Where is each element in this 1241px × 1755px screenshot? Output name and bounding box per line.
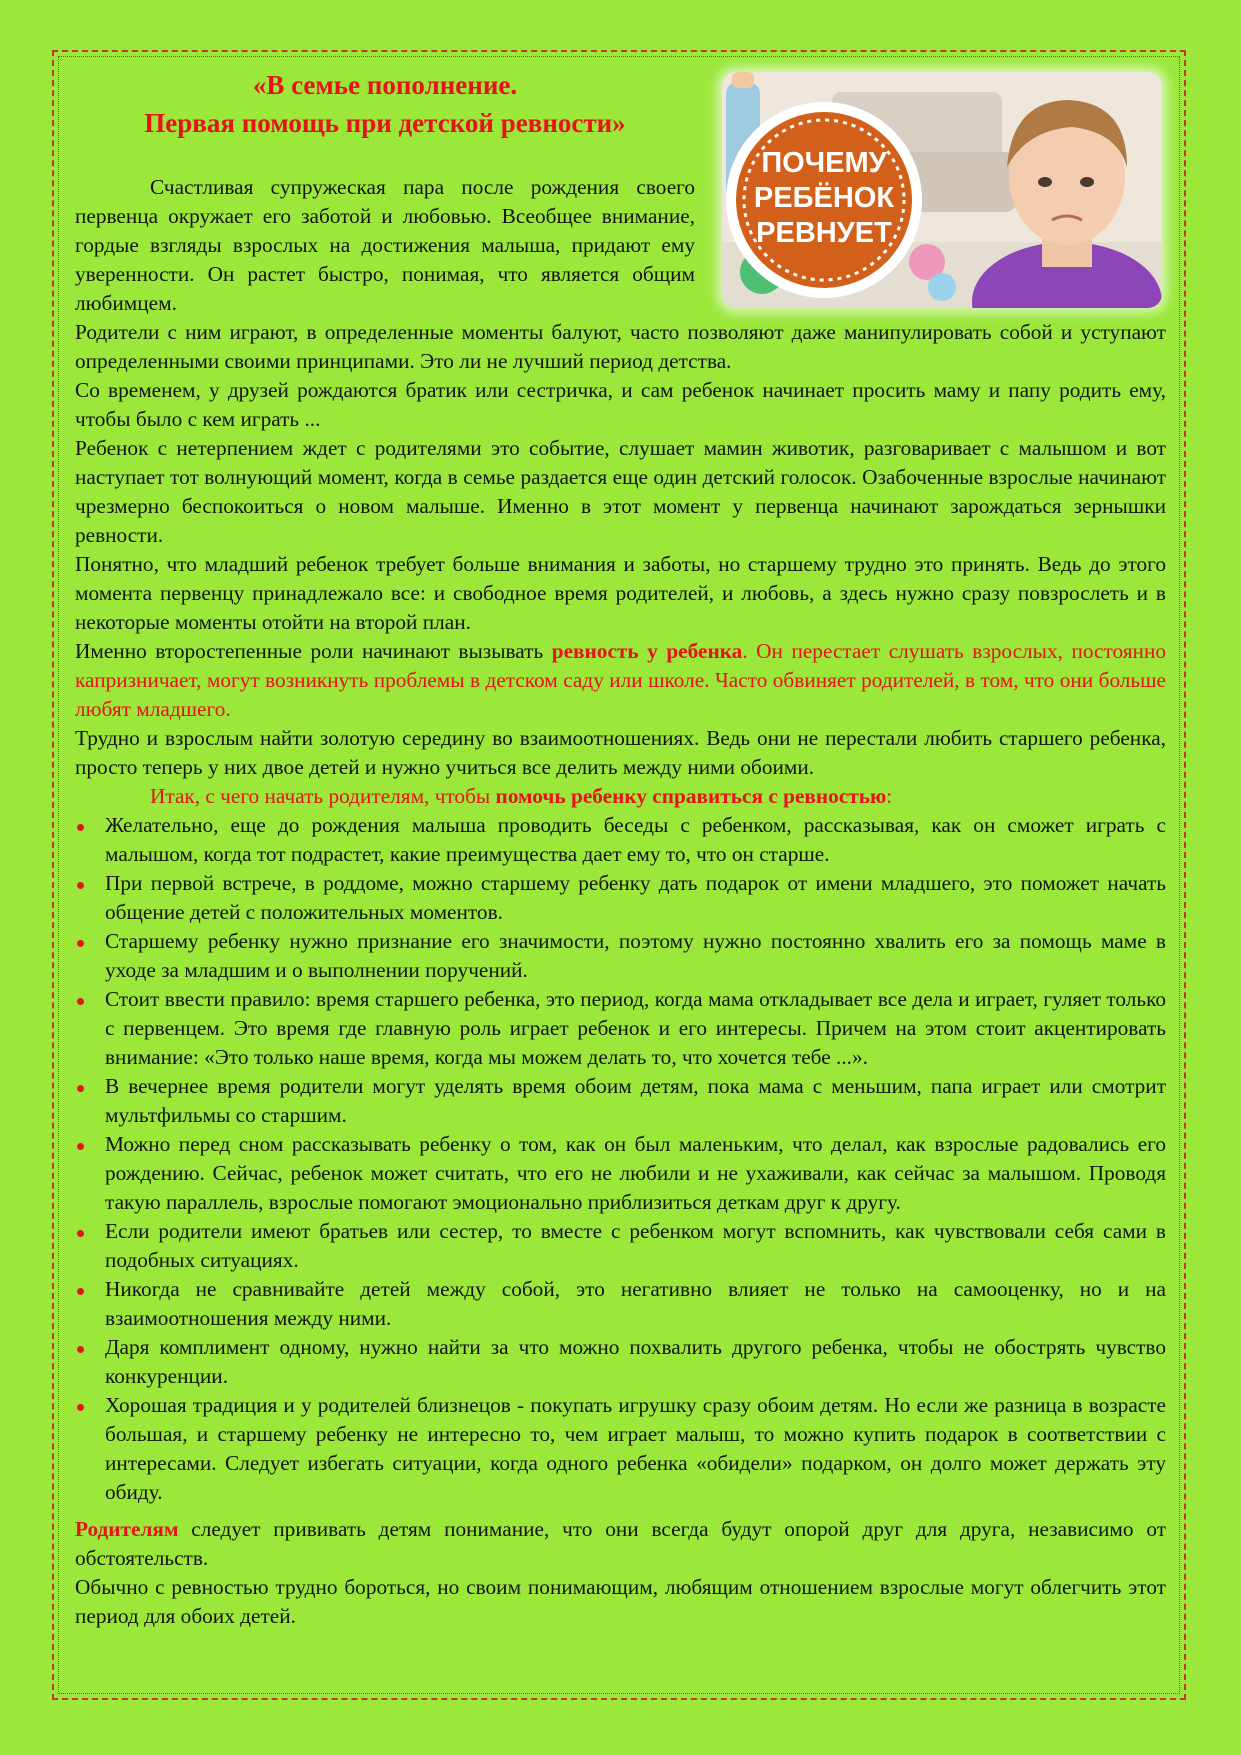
- paragraph-3: Ребенок с нетерпением ждет с родителями это событие, слушает мамин животик, разговаривает с малышом и вот наступает тот волнующий момент, когда в семье раздается еще один детский голосок. Озабоченные взрослые начинают чрезмерно беспокоиться о новом малыше. Именно в этот момент у первенца начинают зарождаться зернышки ревности.: [75, 436, 1166, 547]
- paragraph-1: Родители с ним играют, в определенные моменты балуют, часто позволяют даже манипулировать собой и уступают определенными своими принципами. Это ли не лучший период детства.: [75, 320, 1166, 373]
- header-illustration: [722, 72, 1162, 308]
- list-item: Никогда не сравнивайте детей между собой, это негативно влияет не только на самооценку, но и на взаимоотношения между ними.: [75, 1275, 1166, 1333]
- tips-list: [75, 811, 1166, 1507]
- badge-icon: [726, 102, 922, 298]
- paragraph-4: Понятно, что младший ребенок требует больше внимания и заботы, но старшему трудно это принять. Ведь до этого момента первенцу принадлежало все: и свободное время родителей, и любовь, а здесь нужно сразу повзрослеть и в некоторые моменты отойти на второй план.: [75, 552, 1166, 634]
- paragraph-2: Со временем, у друзей рождаются братик или сестричка, и сам ребенок начинает просить маму и папу родить ему, чтобы было с кем играть ...: [75, 378, 1166, 431]
- intro-paragraph: Счастливая супружеская пара после рождения своего первенца окружает его заботой и любовью. Всеобщее внимание, гордые взгляды взрослых на достижения малыша, придают ему уверенности. Он растет быстро, понимая, что является общим любимцем.: [75, 175, 695, 315]
- list-item: Хорошая традиция и у родителей близнецов - покупать игрушку сразу обоим детям. Но если же разница в возрасте большая, и старшему ребенку не интересно то, чем играет малыш, то можно купить подарок в соответствии с интересами. Следует избегать ситуации, когда одного ребенка «обидели» подарком, он долго может держать эту обиду.: [75, 1391, 1166, 1507]
- jealousy-highlight: ревность у ребенка: [551, 639, 743, 663]
- tips-heading: [75, 782, 1166, 811]
- title-line-1: «В семье пополнение.: [252, 70, 518, 100]
- article-body: [75, 318, 1166, 1631]
- badge-line-3: РЕВНУЕТ: [756, 217, 892, 249]
- title-line-2: Первая помощь при детской ревности»: [144, 108, 626, 138]
- paragraph-5-end: . Он перестает слушать взрослых, постоянно капризничает, могут возникнуть проблемы в детском саду или школе. Часто обвиняет родителей, в том, что они больше любят младшего.: [75, 639, 1166, 721]
- parents-highlight: Родителям: [75, 1517, 179, 1541]
- list-item: При первой встрече, в роддоме, можно старшему ребенку дать подарок от имени младшего, это поможет начать общение детей с положительных моментов.: [75, 869, 1166, 927]
- closing-paragraph-1: [75, 1515, 1166, 1573]
- badge-line-1: ПОЧЕМУ: [761, 147, 887, 179]
- list-item: Можно перед сном рассказывать ребенку о том, как он был маленьким, что делал, как взрослые радовались его рождению. Сейчас, ребенок может считать, что его не любили и не ухаживали, как сейчас за малышом. Проводя такую параллель, взрослые помогают эмоционально приблизиться деткам друг к другу.: [75, 1130, 1166, 1217]
- closing-paragraph-1-rest: следует прививать детям понимание, что они всегда будут опорой друг для друга, независимо от обстоятельств.: [75, 1517, 1166, 1570]
- list-item: Даря комплимент одному, нужно найти за что можно похвалить другого ребенка, чтобы не обострять чувство конкуренции.: [75, 1333, 1166, 1391]
- intro-section: [75, 173, 695, 318]
- list-item: Старшему ребенку нужно признание его значимости, поэтому нужно постоянно хвалить его за помощь маме в уходе за младшим и о выполнении поручений.: [75, 927, 1166, 985]
- list-item: В вечернее время родители могут уделять время обоим детям, пока мама с меньшим, папа играет или смотрит мультфильмы со старшим.: [75, 1072, 1166, 1130]
- badge-line-2: РЕБЁНОК: [753, 182, 895, 214]
- paragraph-5: [75, 637, 1166, 724]
- tips-heading-bold: помочь ребенку справиться с ревностью: [495, 784, 887, 808]
- page-title: [75, 66, 695, 142]
- tips-heading-start: Итак, с чего начать родителям, чтобы: [150, 784, 496, 808]
- illustration-scene: [722, 72, 1162, 308]
- tips-heading-end: :: [886, 784, 893, 808]
- closing-paragraph-2: Обычно с ревностью трудно бороться, но своим понимающим, любящим отношением взрослые могут облегчить этот период для обоих детей.: [75, 1575, 1166, 1628]
- list-item: Если родители имеют братьев или сестер, то вместе с ребенком могут вспомнить, как чувствовали себя сами в подобных ситуациях.: [75, 1217, 1166, 1275]
- list-item: Желательно, еще до рождения малыша проводить беседы с ребенком, рассказывая, как он сможет играть с малышом, когда тот подрастет, какие преимущества дает ему то, что он старше.: [75, 811, 1166, 869]
- paragraph-6: Трудно и взрослым найти золотую середину во взаимоотношениях. Ведь они не перестали любить старшего ребенка, просто теперь у них двое детей и нужно учиться все делить между ними обоими.: [75, 726, 1166, 779]
- list-item: Стоит ввести правило: время старшего ребенка, это период, когда мама откладывает все дела и играет, гуляет только с первенцем. Это время где главную роль играет ребенок и его интересы. Причем на этом стоит акцентировать внимание: «Это только наше время, когда мы можем делать то, что хочется тебе ...».: [75, 985, 1166, 1072]
- paragraph-5-start: Именно второстепенные роли начинают вызывать: [75, 639, 552, 663]
